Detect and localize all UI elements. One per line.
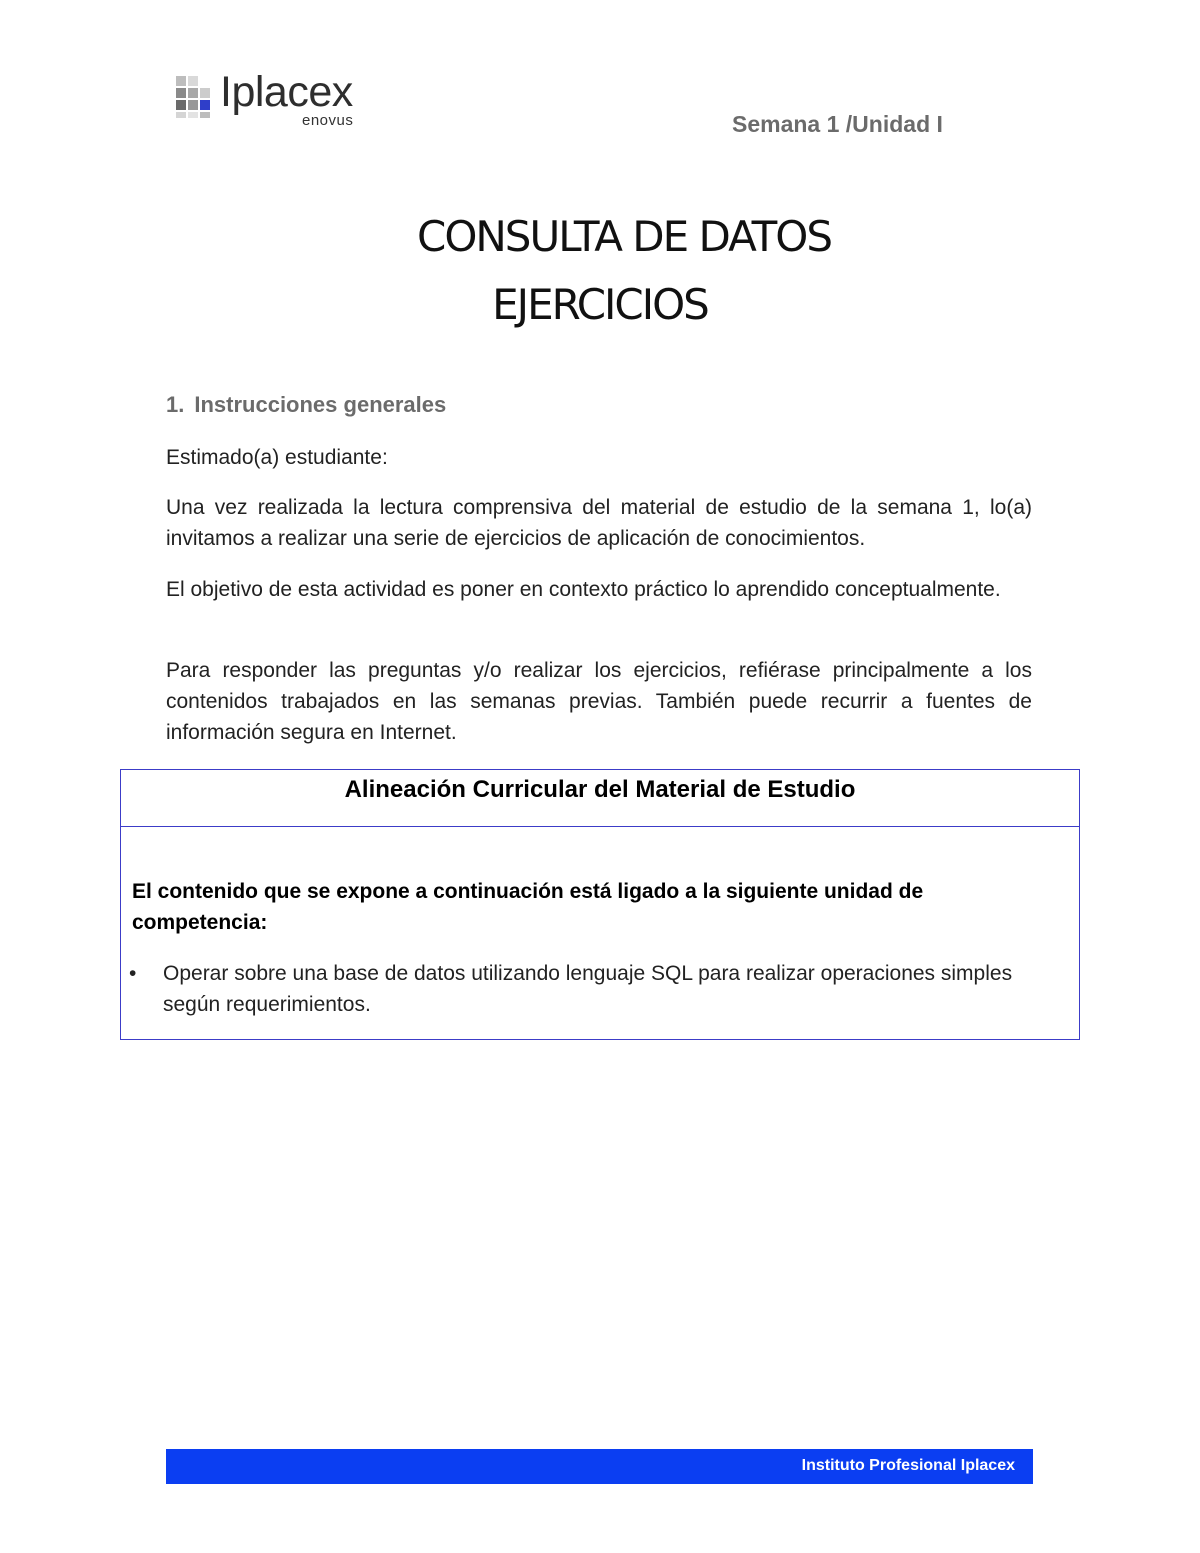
curricular-alignment-box	[120, 769, 1080, 1040]
document-subtitle: EJERCICIOS	[492, 280, 708, 329]
alignment-box-lead: El contenido que se expone a continuación está ligado a la siguiente unidad de competencia:	[132, 880, 924, 934]
footer-text: Instituto Profesional Iplacex	[801, 1457, 1015, 1474]
competency-text: Operar sobre una base de datos utilizando lenguaje SQL para realizar operaciones simples según requerimientos.	[163, 962, 1013, 1016]
objective-paragraph: El objetivo de esta actividad es poner en contexto práctico lo aprendido conceptualmente.	[166, 578, 1001, 601]
section-heading	[166, 392, 446, 418]
greeting-paragraph: Estimado(a) estudiante:	[166, 446, 388, 469]
section-heading-text: Instrucciones generales	[194, 392, 447, 417]
week-unit-label: Semana 1 /Unidad I	[732, 111, 943, 137]
logo-grid-icon	[172, 74, 218, 120]
logo-wordmark: Iplacex	[220, 68, 353, 116]
bullet-icon: •	[129, 962, 137, 985]
instructions-paragraph: Para responder las preguntas y/o realizar los ejercicios, refiérase principalmente a los contenidos trabajados en las semanas previas. También puede recurrir a fuentes de información segura en Internet.	[166, 659, 1032, 744]
section-number: 1.	[166, 392, 185, 417]
document-title: CONSULTA DE DATOS	[417, 212, 831, 261]
iplacex-logo	[172, 68, 372, 130]
logo-subtitle: enovus	[302, 112, 354, 129]
alignment-box-title: Alineación Curricular del Material de Estudio	[121, 770, 1079, 827]
intro-paragraph: Una vez realizada la lectura comprensiva del material de estudio de la semana 1, lo(a) invitamos a realizar una serie de ejercicios de aplicación de conocimientos.	[166, 496, 1032, 550]
competency-bullet	[129, 958, 1063, 1020]
footer-bar	[166, 1449, 1033, 1484]
